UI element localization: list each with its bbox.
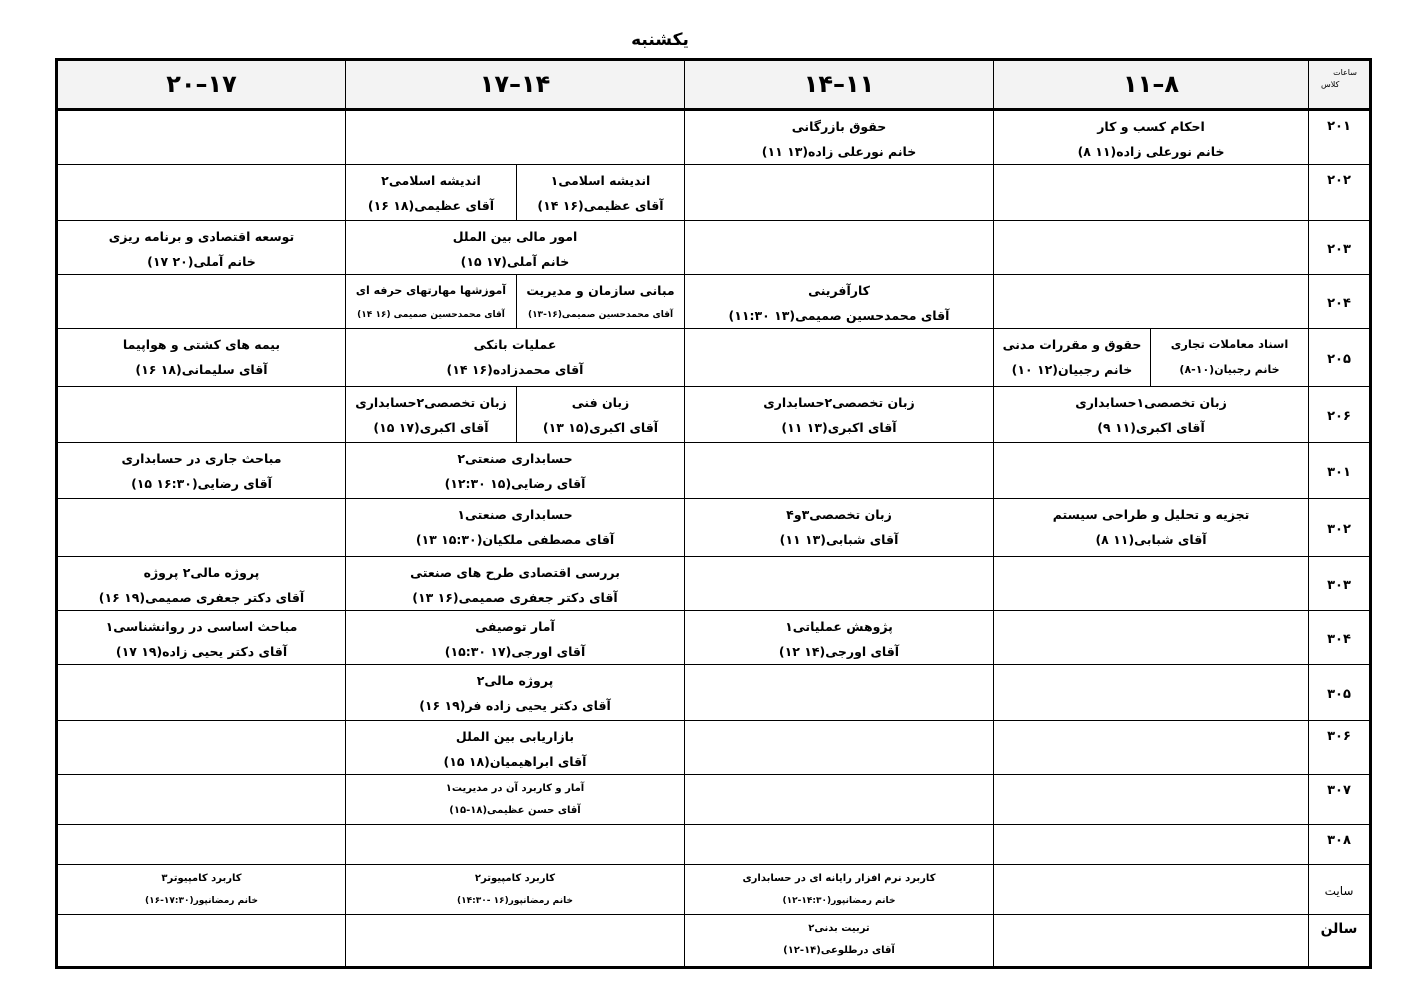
course-name: امور مالی بین الملل (452, 229, 578, 244)
course-name: حسابداری صنعتی۱ (457, 507, 573, 522)
cell-14-17 (346, 825, 685, 865)
cell-8-11 (994, 499, 1309, 557)
col-header-14-17: ۱۴–۱۷ (346, 60, 685, 110)
cell-14-17 (346, 329, 685, 387)
teacher-name: آقای ابراهیمیان(۱۸ ۱۵) (443, 754, 587, 769)
cell-11-14 (685, 825, 994, 865)
course-name: حقوق و مقررات مدنی (1002, 337, 1142, 352)
course-name: پروژه مالی۲ پروژه (143, 565, 260, 580)
course-name: آمار توصیفی (475, 619, 555, 634)
cell-14-17 (346, 775, 685, 825)
cell-8-11 (994, 387, 1309, 443)
cell-8-11 (994, 165, 1309, 221)
room-number: ۲۰۲ (1309, 165, 1371, 221)
course-name: تربیت بدنی۲ (808, 923, 870, 934)
teacher-name: آقای دکتر جعفری صمیمی(۱۹ ۱۶) (98, 590, 305, 605)
cell-8-11 (994, 825, 1309, 865)
course-name: زبان تخصصی۲حسابداری (763, 395, 915, 410)
cell-14-17 (346, 611, 685, 665)
teacher-name: آقای رضایی(۱۶:۳۰ ۱۵) (131, 476, 272, 491)
cell-14-17 (346, 665, 685, 721)
course-name: حسابداری صنعتی۲ (457, 451, 573, 466)
teacher-name: خانم آملی(۱۷ ۱۵) (460, 254, 570, 269)
room-number: ۲۰۱ (1309, 110, 1371, 165)
teacher-name: آقای شبابی(۱۱ ۸) (1095, 532, 1207, 547)
table-row (57, 275, 1371, 329)
teacher-name: آقای محمدحسین صمیمی (۱۶ ۱۴) (357, 310, 505, 320)
course-name: مباحث اساسی در روانشناسی۱ (105, 619, 298, 634)
cell-11-14 (685, 110, 994, 165)
teacher-name: آقای دکتر یحیی زاده فر(۱۹ ۱۶) (419, 698, 611, 713)
teacher-name: آقای عظیمی(۱۶ ۱۴) (537, 198, 664, 213)
teacher-name: خانم نورعلی زاده(۱۳ ۱۱) (761, 144, 917, 159)
page-title: یکشنبه (631, 30, 689, 50)
cell-11-14 (685, 387, 994, 443)
cell-14-17 (346, 110, 685, 165)
cell-17-20 (57, 165, 346, 221)
cell-8-11 (994, 110, 1309, 165)
cell-17-20 (57, 611, 346, 665)
corner-hours-label: ساعات (1333, 68, 1357, 77)
teacher-name: آقای اکبری(۱۳ ۱۱) (781, 420, 897, 435)
cell-17-20 (57, 665, 346, 721)
course-name: تجزیه و تحلیل و طراحی سیستم (1052, 507, 1250, 522)
table-row (57, 611, 1371, 665)
teacher-name: خانم نورعلی زاده(۱۱ ۸) (1077, 144, 1225, 159)
room-number: ۲۰۶ (1309, 387, 1371, 443)
room-number: ۳۰۸ (1309, 825, 1371, 865)
course-name: زبان فنی (571, 395, 630, 410)
cell-8-11 (994, 721, 1309, 775)
schedule-table (55, 58, 1372, 969)
course-name: کاربرد کامپیوتر۳ (161, 873, 242, 884)
course-name: احکام کسب و کار (1097, 119, 1205, 134)
teacher-name: خانم رمضانپور(۱۶ -۱۴:۳۰) (456, 896, 573, 906)
cell-8-11 (994, 865, 1309, 915)
cell-8-11 (994, 221, 1309, 275)
table-row (57, 499, 1371, 557)
cell-15-17 (346, 387, 517, 443)
table-row (57, 915, 1371, 968)
cell-17-20 (57, 275, 346, 329)
cell-11-14 (685, 611, 994, 665)
cell-8-11 (994, 611, 1309, 665)
cell-17-20 (57, 557, 346, 611)
course-name: زبان تخصصی۱حسابداری (1075, 395, 1227, 410)
cell-11-14 (685, 221, 994, 275)
table-row (57, 221, 1371, 275)
teacher-name: آقای درطلوعی(۱۴-۱۲) (783, 945, 895, 956)
teacher-name: خانم رجبیان(۱۲ ۱۰) (1011, 362, 1133, 377)
room-number: ۳۰۷ (1309, 775, 1371, 825)
teacher-name: آقای اورجی(۱۷ ۱۵:۳۰) (444, 644, 586, 659)
course-name: بیمه های کشتی و هواپیما (122, 337, 281, 352)
table-row (57, 165, 1371, 221)
col-header-8-11: ۸–۱۱ (994, 60, 1309, 110)
cell-16-18 (346, 275, 517, 329)
table-row (57, 865, 1371, 915)
table-row (57, 721, 1371, 775)
teacher-name: آقای رضایی(۱۵ ۱۲:۳۰) (444, 476, 586, 491)
cell-8-10 (1151, 329, 1309, 387)
room-number: ۳۰۲ (1309, 499, 1371, 557)
course-name: پژوهش عملیاتی۱ (785, 619, 893, 634)
cell-8-11 (994, 665, 1309, 721)
room-number: ۳۰۱ (1309, 443, 1371, 499)
cell-17-20 (57, 499, 346, 557)
room-number: ۳۰۶ (1309, 721, 1371, 775)
teacher-name: آقای مصطفی ملکیان(۱۵:۳۰ ۱۳) (415, 532, 615, 547)
cell-14-16 (517, 275, 685, 329)
cell-11-14 (685, 721, 994, 775)
cell-11-14 (685, 275, 994, 329)
cell-11-14 (685, 329, 994, 387)
teacher-name: آقای اکبری(۱۵ ۱۳) (542, 420, 659, 435)
cell-14-17 (346, 221, 685, 275)
course-name: توسعه اقتصادی و برنامه ریزی (108, 229, 295, 244)
cell-11-14 (685, 775, 994, 825)
teacher-name: آقای شبابی(۱۳ ۱۱) (779, 532, 899, 547)
teacher-name: آقای دکتر جعفری صمیمی(۱۶ ۱۳) (412, 590, 618, 605)
teacher-name: آقای اکبری(۱۱ ۹) (1097, 420, 1205, 435)
cell-17-20 (57, 221, 346, 275)
room-number: ۲۰۵ (1309, 329, 1371, 387)
course-name: اسناد معاملات تجاری (1170, 337, 1289, 351)
cell-17-20 (57, 775, 346, 825)
course-name: عملیات بانکی (473, 337, 557, 352)
course-name: زبان تخصصی۲حسابداری (355, 395, 507, 410)
table-row (57, 825, 1371, 865)
teacher-name: آقای دکتر یحیی زاده(۱۹ ۱۷) (115, 644, 288, 659)
cell-11-14 (685, 499, 994, 557)
table-row (57, 110, 1371, 165)
cell-8-11 (994, 775, 1309, 825)
cell-17-20 (57, 915, 346, 968)
cell-17-20 (57, 443, 346, 499)
table-row (57, 557, 1371, 611)
col-header-17-20: ۱۷–۲۰ (57, 60, 346, 110)
table-row (57, 775, 1371, 825)
course-name: مباحث جاری در حسابداری (121, 451, 282, 466)
course-name: آمار و کاربرد آن در مدیریت۱ (445, 783, 585, 794)
cell-14-17 (346, 915, 685, 968)
cell-8-11 (994, 915, 1309, 968)
room-number: ۳۰۴ (1309, 611, 1371, 665)
teacher-name: آقای اکبری(۱۷ ۱۵) (373, 420, 489, 435)
cell-14-16 (517, 165, 685, 221)
room-number: سایت (1309, 865, 1371, 915)
teacher-name: آقای محمدحسین صمیمی(۱۶-۱۳) (527, 310, 674, 320)
corner-class-label: کلاس (1321, 80, 1340, 89)
cell-14-17 (346, 557, 685, 611)
room-number: سالن (1309, 915, 1371, 968)
course-name: آموزشها مهارتهای حرفه ای (355, 284, 507, 297)
cell-16-18 (346, 165, 517, 221)
teacher-name: خانم آملی(۲۰ ۱۷) (147, 254, 256, 269)
header-row (57, 60, 1371, 110)
course-name: کاربرد نرم افزار رایانه ای در حسابداری (742, 873, 936, 884)
room-number: ۲۰۴ (1309, 275, 1371, 329)
cell-17-20 (57, 110, 346, 165)
cell-14-17 (346, 865, 685, 915)
cell-14-17 (346, 499, 685, 557)
cell-14-17 (346, 443, 685, 499)
cell-8-11 (994, 275, 1309, 329)
cell-11-14 (685, 915, 994, 968)
course-name: بررسی اقتصادی طرح های صنعتی (410, 565, 620, 580)
course-name: زبان تخصصی۳و۴ (786, 507, 892, 522)
teacher-name: آقای اورجی(۱۴ ۱۲) (778, 644, 900, 659)
cell-11-14 (685, 557, 994, 611)
table-row (57, 443, 1371, 499)
col-header-11-14: ۱۱–۱۴ (685, 60, 994, 110)
teacher-name: آقای محمدزاده(۱۶ ۱۴) (446, 362, 584, 377)
teacher-name: آقای عظیمی(۱۸ ۱۶) (367, 198, 495, 213)
room-number: ۲۰۳ (1309, 221, 1371, 275)
cell-17-20 (57, 721, 346, 775)
cell-10-12 (994, 329, 1151, 387)
course-name: پروژه مالی۲ (476, 673, 554, 688)
table-row (57, 329, 1371, 387)
cell-17-20 (57, 865, 346, 915)
cell-17-20 (57, 825, 346, 865)
course-name: اندیشه اسلامی۱ (550, 173, 651, 188)
teacher-name: خانم رمضانپور(۱۷:۳۰-۱۶) (145, 896, 258, 906)
room-number: ۳۰۳ (1309, 557, 1371, 611)
teacher-name: خانم رجبیان(۱۰-۸) (1179, 363, 1280, 376)
cell-11-14 (685, 865, 994, 915)
cell-11-14 (685, 443, 994, 499)
cell-14-17 (346, 721, 685, 775)
teacher-name: آقای سلیمانی(۱۸ ۱۶) (135, 362, 268, 377)
table-row (57, 665, 1371, 721)
course-name: مبانی سازمان و مدیریت (526, 283, 675, 298)
corner-cell (1309, 60, 1371, 110)
course-name: بازاریابی بین الملل (455, 729, 575, 744)
course-name: کاربرد کامپیوتر۲ (474, 873, 556, 884)
teacher-name: آقای حسن عظیمی(۱۸-۱۵) (449, 805, 581, 816)
course-name: حقوق بازرگانی (791, 119, 887, 134)
cell-11-14 (685, 165, 994, 221)
cell-8-11 (994, 443, 1309, 499)
cell-17-20 (57, 387, 346, 443)
course-name: اندیشه اسلامی۲ (381, 173, 481, 188)
teacher-name: آقای محمدحسین صمیمی(۱۳ ۱۱:۳۰) (728, 308, 950, 323)
teacher-name: خانم رمضانپور(۱۴:۳۰-۱۲) (782, 896, 896, 906)
cell-17-20 (57, 329, 346, 387)
room-number: ۳۰۵ (1309, 665, 1371, 721)
table-row (57, 387, 1371, 443)
course-name: کارآفرینی (808, 283, 870, 298)
cell-11-14 (685, 665, 994, 721)
cell-8-11 (994, 557, 1309, 611)
cell-13-15 (517, 387, 685, 443)
